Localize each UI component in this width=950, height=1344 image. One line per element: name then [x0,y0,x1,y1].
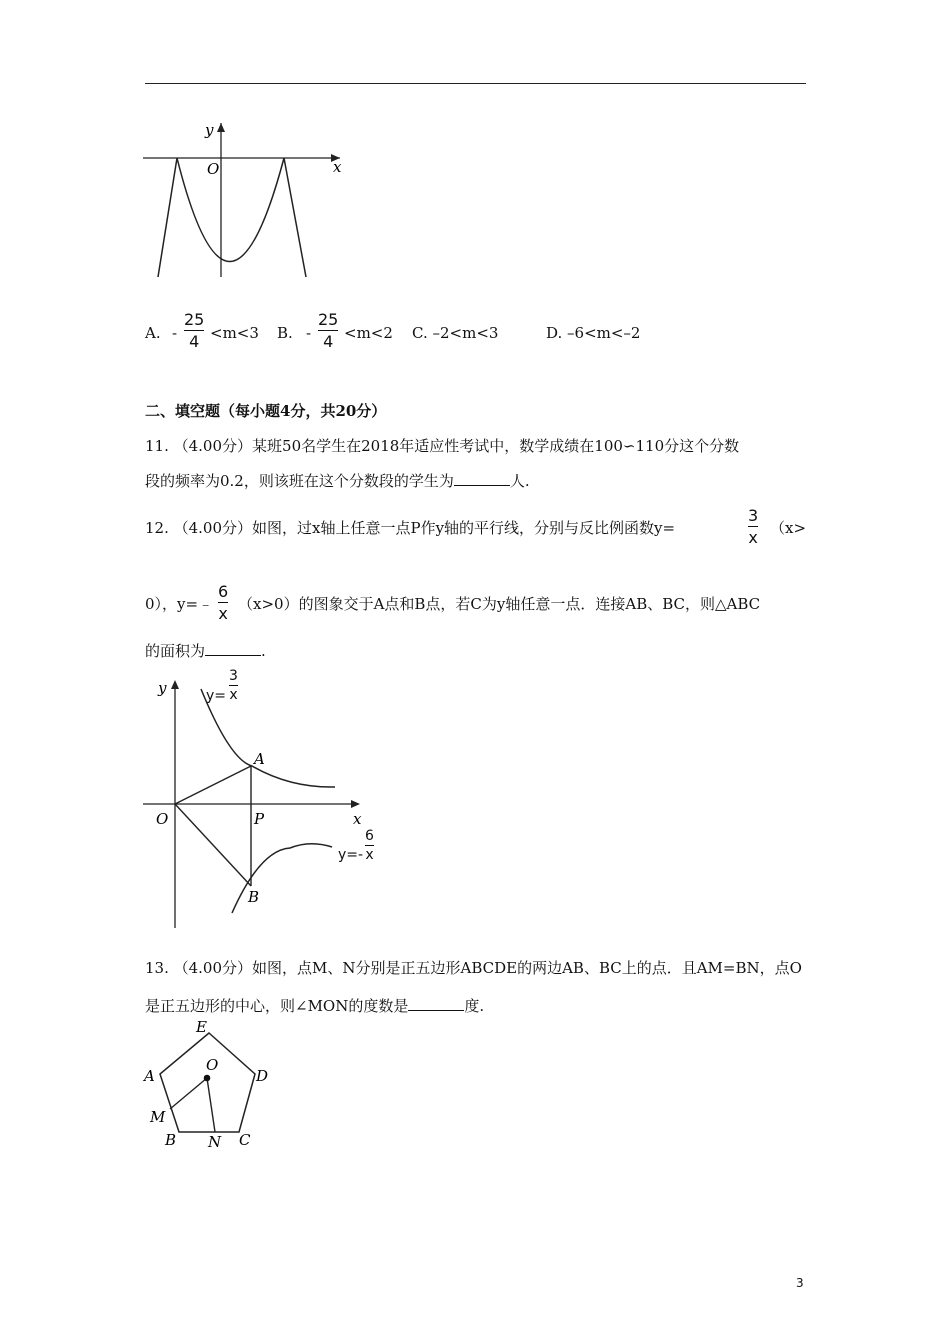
pentagon-figure [140,1020,280,1152]
option-b-denominator: 4 [323,332,334,352]
option-b-numerator: 25 [318,310,339,329]
curve-1-label-den: x [229,687,238,704]
segment-oa [175,766,251,804]
q13-line-2 [145,996,484,1016]
parabola-curve [158,158,306,277]
page-number: 3 [796,1276,804,1290]
vertex-b-label: B [165,1131,177,1149]
fig-x-label: x [353,810,362,828]
q12-fraction-2-den: x [218,604,228,624]
q12-fraction-1 [748,506,758,547]
fig-x-label: x [333,158,342,176]
answer-blank[interactable] [205,641,261,656]
option-a-label: A. [145,324,161,342]
answer-blank[interactable] [408,996,464,1011]
q13-line-1: 13. （4.00分）如图，点M、N分别是正五边形ABCDE的两边AB、BC上的点．且AM=BN，点O [145,959,802,977]
curve-1-label-num: 3 [229,668,238,684]
q11-line-2 [145,471,530,491]
curve-2-label-num: 6 [365,828,374,844]
option-b-label: B. [277,324,293,342]
vertex-e-label: E [196,1020,207,1036]
option-b-minus: - [306,324,312,342]
vertex-d-label: D [256,1067,269,1085]
option-a-fraction [184,310,204,351]
q12-fraction-2-num: 6 [218,582,229,601]
option-a-numerator: 25 [184,310,205,329]
hyperbola-figure [140,670,390,932]
parabola-figure [140,115,350,285]
point-a-label: A [254,750,265,768]
q12-line-1-end: （x> [770,519,807,537]
q13-line-2-text: 是正五边形的中心，则∠MON的度数是 [145,997,409,1015]
q12-line-2-start: 0），y=﹣ [145,595,214,613]
vertex-a-label: A [144,1067,155,1085]
point-m-label: M [150,1108,166,1126]
center-point [204,1075,211,1082]
q12-line-1: 12. （4.00分）如图，过x轴上任意一点P作y轴的平行线，分别与反比例函数y= [145,519,676,537]
option-a-denominator: 4 [189,332,200,352]
q12-fraction-1-num: 3 [748,506,759,525]
segment-on [207,1078,215,1132]
curve-2-label-prefix: y=- [338,847,364,863]
fig-origin-label: O [156,810,169,828]
curve-neg-6-over-x [232,844,332,913]
vertex-c-label: C [239,1131,251,1149]
q12-line-3-end: . [261,642,266,660]
q12-line-3-text: 的面积为 [145,642,206,660]
option-d: D. –6<m<–2 [546,324,641,342]
center-o-label: O [206,1056,219,1074]
option-a-range: <m<3 [210,324,259,342]
segment-ob [175,804,251,886]
curve-1-label-fraction [229,668,238,703]
q11-line-2-text: 段的频率为0.2，则该班在这个分数段的学生为 [145,472,454,490]
q11-line-1: 11. （4.00分）某班50名学生在2018年适应性考试中，数学成绩在100∽110分这个分数 [145,437,740,455]
header-rule [145,83,806,84]
option-b-fraction [318,310,338,351]
q13-line-2-end: 度. [464,997,485,1015]
q12-fraction-2 [218,582,228,623]
fig-y-label: y [158,679,167,697]
q11-line-2-end: 人. [509,472,530,490]
fig-origin-label: O [207,160,220,178]
option-b-range: <m<2 [344,324,393,342]
point-p-label: P [254,810,265,828]
q12-line-2-rest: （x>0）的图象交于A点和B点，若C为y轴任意一点．连接AB、BC，则△ABC [238,595,761,613]
segment-om [170,1078,207,1109]
curve-2-label-fraction [365,828,374,863]
point-n-label: N [208,1133,222,1151]
curve-2-label-den: x [365,847,374,864]
option-c: C. –2<m<3 [412,324,499,342]
fig-y-label: y [205,121,214,139]
curve-1-label-prefix: y= [206,688,227,704]
point-b-label: B [248,888,260,906]
q12-line-3 [145,641,266,661]
section-heading: 二、填空题（每小题4分，共20分） [145,402,387,420]
answer-blank[interactable] [454,471,510,486]
option-a-minus: - [172,324,178,342]
q12-fraction-1-den: x [748,528,758,548]
